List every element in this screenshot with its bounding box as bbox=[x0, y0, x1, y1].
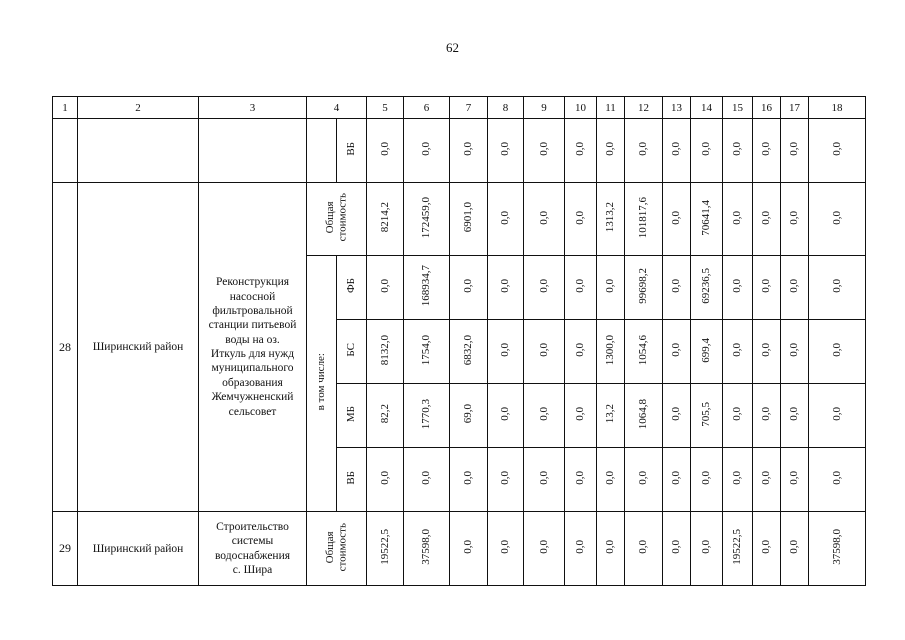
row28-vb-value-12 bbox=[625, 448, 663, 512]
row28-total-value-9-text: 0,0 bbox=[537, 210, 550, 225]
prev-row-value-15-text: 0,0 bbox=[731, 142, 744, 156]
row28-fb-value-5 bbox=[367, 256, 404, 320]
row29-total-value-16 bbox=[753, 512, 781, 586]
row28-bs-value-10 bbox=[565, 320, 597, 384]
row28-bs-value-11-text: 1300,0 bbox=[604, 334, 617, 366]
row28-vb-value-14 bbox=[691, 448, 723, 512]
row29-total-value-7 bbox=[450, 512, 488, 586]
row28-mb-value-15-text: 0,0 bbox=[731, 407, 744, 421]
row28-mb-value-12 bbox=[625, 384, 663, 448]
prev-row-value-13-text: 0,0 bbox=[670, 142, 683, 156]
funding-label-mb bbox=[337, 384, 367, 448]
total-cost-label-text: Общая стоимость bbox=[323, 522, 349, 572]
prev-row-value-6-text: 0,0 bbox=[420, 142, 433, 156]
row28-fb-value-10-text: 0,0 bbox=[574, 279, 587, 293]
row29-total-value-5 bbox=[367, 512, 404, 586]
row28-fb-value-11-text: 0,0 bbox=[604, 279, 617, 293]
row28-mb-value-11-text: 13,2 bbox=[604, 404, 617, 424]
prev-row-value-11 bbox=[597, 119, 625, 183]
project-name bbox=[199, 183, 307, 512]
project-line: воды на оз. bbox=[225, 333, 280, 346]
funding-label-vb-text: ВБ bbox=[345, 471, 358, 485]
row29-total-value-9-text: 0,0 bbox=[537, 540, 550, 554]
row29-total-value-16-text: 0,0 bbox=[760, 540, 773, 554]
row29-total-value-18-text: 37598,0 bbox=[830, 529, 843, 565]
in-total-label-text: в том числе: bbox=[315, 353, 328, 411]
district-name: Ширинский район bbox=[78, 512, 199, 586]
column-header-14: 14 bbox=[691, 97, 723, 119]
column-header-3: 3 bbox=[199, 97, 307, 119]
row29-total-value-13 bbox=[663, 512, 691, 586]
column-header-11: 11 bbox=[597, 97, 625, 119]
row28-total-value-17-text: 0,0 bbox=[788, 210, 801, 225]
row28-bs-value-12-text: 1054,6 bbox=[637, 334, 650, 366]
project-line: Иткуль для нужд bbox=[210, 348, 295, 360]
row28-fb-value-17-text: 0,0 bbox=[788, 279, 801, 293]
header-row bbox=[53, 97, 866, 119]
row28-bs-value-8-text: 0,0 bbox=[499, 343, 512, 357]
row28-total-value-17 bbox=[781, 183, 809, 256]
row28-total-value-13 bbox=[663, 183, 691, 256]
row28-fb-value-11 bbox=[597, 256, 625, 320]
row28-bs-value-6-text: 1754,0 bbox=[420, 334, 433, 366]
row28-vb-value-17-text: 0,0 bbox=[788, 471, 801, 485]
row28-mb-value-5-text: 82,2 bbox=[378, 404, 391, 424]
row28-bs-value-10-text: 0,0 bbox=[574, 343, 587, 357]
row29-total-value-11 bbox=[597, 512, 625, 586]
prev-row-value-8 bbox=[488, 119, 524, 183]
row28-bs-value-16 bbox=[753, 320, 781, 384]
row28-bs-value-7-text: 6832,0 bbox=[462, 334, 475, 366]
row28-bs-value-5-text: 8132,0 bbox=[378, 334, 391, 366]
row28-bs-value-18-text: 0,0 bbox=[830, 343, 843, 357]
row28-total-value-7-text: 6901,0 bbox=[462, 202, 475, 233]
row28-total-value-5 bbox=[367, 183, 404, 256]
row28-total-value-18 bbox=[809, 183, 866, 256]
row28-total-value-13-text: 0,0 bbox=[670, 210, 683, 225]
project-line: образования bbox=[222, 376, 283, 389]
column-header-1: 1 bbox=[53, 97, 78, 119]
row28-bs-value-7 bbox=[450, 320, 488, 384]
row29-total-value-8-text: 0,0 bbox=[499, 540, 512, 554]
row28-total-value-15-text: 0,0 bbox=[731, 210, 744, 225]
row29-total-value-14-text: 0,0 bbox=[700, 540, 713, 554]
row28-total-value-11 bbox=[597, 183, 625, 256]
column-header-10: 10 bbox=[565, 97, 597, 119]
row28-bs-value-6 bbox=[404, 320, 450, 384]
total-cost-label bbox=[307, 512, 367, 586]
row28-mb-value-17-text: 0,0 bbox=[788, 407, 801, 421]
funding-label-bs bbox=[337, 320, 367, 384]
prev-row-value-11-text: 0,0 bbox=[604, 142, 617, 156]
row29-total-value-14 bbox=[691, 512, 723, 586]
prev-row-value-16 bbox=[753, 119, 781, 183]
prev-row-value-13 bbox=[663, 119, 691, 183]
prev-row-value-7 bbox=[450, 119, 488, 183]
column-header-15: 15 bbox=[723, 97, 753, 119]
funding-label-bs-text: БС bbox=[345, 343, 358, 357]
row29-total-value-9 bbox=[524, 512, 565, 586]
row28-mb-value-13 bbox=[663, 384, 691, 448]
row29-total-value-5-text: 19522,5 bbox=[378, 529, 391, 565]
column-header-18: 18 bbox=[809, 97, 866, 119]
row29-total-value-10-text: 0,0 bbox=[574, 540, 587, 554]
row28-vb-value-10 bbox=[565, 448, 597, 512]
row28-mb-value-17 bbox=[781, 384, 809, 448]
row28-vb-value-7-text: 0,0 bbox=[462, 471, 475, 485]
row29-total-value-8 bbox=[488, 512, 524, 586]
column-header-7: 7 bbox=[450, 97, 488, 119]
row29-total-value-15-text: 19522,5 bbox=[731, 529, 744, 565]
project-line: станции питьевой bbox=[208, 319, 297, 332]
prev-row-label-text: ВБ bbox=[345, 142, 358, 156]
row28-total-value-11-text: 1313,2 bbox=[604, 202, 617, 233]
row28-vb-value-12-text: 0,0 bbox=[637, 471, 650, 485]
prev-row-value-7-text: 0,0 bbox=[462, 142, 475, 156]
row29-total-value-13-text: 0,0 bbox=[670, 540, 683, 554]
row28-fb-value-13 bbox=[663, 256, 691, 320]
row28-total-value-18-text: 0,0 bbox=[830, 210, 843, 225]
row28-total-value-15 bbox=[723, 183, 753, 256]
project-name bbox=[199, 512, 307, 586]
row28-fb-value-15-text: 0,0 bbox=[731, 279, 744, 293]
column-header-12: 12 bbox=[625, 97, 663, 119]
row28-vb-value-6-text: 0,0 bbox=[420, 471, 433, 485]
prev-row-value-9 bbox=[524, 119, 565, 183]
prev-row-value-8-text: 0,0 bbox=[499, 142, 512, 156]
column-header-13: 13 bbox=[663, 97, 691, 119]
row28-vb-value-6 bbox=[404, 448, 450, 512]
row28-total-value-6 bbox=[404, 183, 450, 256]
project-line: муниципального bbox=[211, 362, 294, 375]
prev-row-value-12-text: 0,0 bbox=[637, 142, 650, 156]
row28-mb-value-13-text: 0,0 bbox=[670, 407, 683, 421]
row28-fb-value-18 bbox=[809, 256, 866, 320]
project-line: системы bbox=[231, 535, 274, 548]
row-number: 29 bbox=[53, 512, 78, 586]
row28-mb-value-16-text: 0,0 bbox=[760, 407, 773, 421]
row28-fb-value-16 bbox=[753, 256, 781, 320]
funding-label-mb-text: МБ bbox=[345, 405, 358, 423]
row28-bs-value-5 bbox=[367, 320, 404, 384]
row28-mb-value-8-text: 0,0 bbox=[499, 407, 512, 421]
prev-row-value-17-text: 0,0 bbox=[788, 142, 801, 156]
prev-row-value-9-text: 0,0 bbox=[537, 142, 550, 156]
row28-bs-value-15 bbox=[723, 320, 753, 384]
row28-vb-value-8-text: 0,0 bbox=[499, 471, 512, 485]
row28-vb-value-15 bbox=[723, 448, 753, 512]
prev-row-value-15 bbox=[723, 119, 753, 183]
row28-fb-value-12-text: 99698,2 bbox=[637, 268, 650, 304]
row28-fb-value-17 bbox=[781, 256, 809, 320]
row28-vb-value-9 bbox=[524, 448, 565, 512]
row28-bs-value-13 bbox=[663, 320, 691, 384]
row28-vb-value-11 bbox=[597, 448, 625, 512]
funding-label-fb bbox=[337, 256, 367, 320]
project-line: водоснабжения bbox=[214, 549, 291, 562]
row28-vb-value-5-text: 0,0 bbox=[378, 471, 391, 485]
row28-fb-value-6-text: 168934,7 bbox=[420, 265, 433, 307]
row28-fb-value-13-text: 0,0 bbox=[670, 279, 683, 293]
project-line: сельсовет bbox=[228, 405, 277, 418]
row28-fb-value-7-text: 0,0 bbox=[462, 279, 475, 293]
row28-mb-value-7-text: 69,0 bbox=[462, 404, 475, 424]
row28-vb-value-15-text: 0,0 bbox=[731, 471, 744, 485]
row28-vb-value-18 bbox=[809, 448, 866, 512]
in-total-label bbox=[307, 256, 337, 512]
row28-vb-value-13 bbox=[663, 448, 691, 512]
prev-row-project bbox=[199, 119, 307, 183]
prev-row-label bbox=[337, 119, 367, 183]
total-cost-label bbox=[307, 183, 367, 256]
funding-label-vb bbox=[337, 448, 367, 512]
row28-mb-value-18 bbox=[809, 384, 866, 448]
row28-total-value-10 bbox=[565, 183, 597, 256]
row28-total-value-9 bbox=[524, 183, 565, 256]
row28-mb-value-8 bbox=[488, 384, 524, 448]
project-line: Строительство bbox=[216, 520, 289, 533]
row28-fb-value-18-text: 0,0 bbox=[830, 279, 843, 293]
page-number: 62 bbox=[446, 40, 459, 55]
prev-row-value-10-text: 0,0 bbox=[574, 142, 587, 156]
budget-table bbox=[52, 96, 866, 586]
row28-mb-value-10 bbox=[565, 384, 597, 448]
row28-fb-value-9 bbox=[524, 256, 565, 320]
row29-total-value-15 bbox=[723, 512, 753, 586]
project-line: насосной bbox=[229, 290, 276, 303]
row28-bs-value-8 bbox=[488, 320, 524, 384]
row28-total-value-14-text: 70641,4 bbox=[700, 199, 713, 236]
column-header-2: 2 bbox=[78, 97, 199, 119]
row28-vb-value-16 bbox=[753, 448, 781, 512]
row28-mb-value-6-text: 1770,3 bbox=[420, 398, 433, 430]
row28-bs-value-12 bbox=[625, 320, 663, 384]
row28-mb-value-11 bbox=[597, 384, 625, 448]
row28-fb-value-8 bbox=[488, 256, 524, 320]
prev-row-value-10 bbox=[565, 119, 597, 183]
row28-bs-value-17 bbox=[781, 320, 809, 384]
row-number: 28 bbox=[53, 183, 78, 512]
row28-bs-value-14 bbox=[691, 320, 723, 384]
row28-vb-value-8 bbox=[488, 448, 524, 512]
row28-fb-value-16-text: 0,0 bbox=[760, 279, 773, 293]
row28-vb-value-9-text: 0,0 bbox=[537, 471, 550, 485]
row28-vb-value-5 bbox=[367, 448, 404, 512]
row28-bs-value-18 bbox=[809, 320, 866, 384]
row28-fb-value-14-text: 69236,5 bbox=[700, 268, 713, 304]
row28-fb-value-9-text: 0,0 bbox=[537, 279, 550, 293]
prev-row-value-17 bbox=[781, 119, 809, 183]
row28-total-value-12-text: 101817,6 bbox=[637, 196, 650, 239]
row28-bs-value-13-text: 0,0 bbox=[670, 343, 683, 357]
table-row bbox=[53, 512, 866, 586]
row28-total-value-5-text: 8214,2 bbox=[378, 202, 391, 233]
prev-row-blank bbox=[307, 119, 337, 183]
row28-bs-value-9-text: 0,0 bbox=[537, 343, 550, 357]
row28-mb-value-5 bbox=[367, 384, 404, 448]
row28-bs-value-15-text: 0,0 bbox=[731, 343, 744, 357]
prev-row-value-5 bbox=[367, 119, 404, 183]
prev-row-value-14 bbox=[691, 119, 723, 183]
column-header-8: 8 bbox=[488, 97, 524, 119]
row28-fb-value-14 bbox=[691, 256, 723, 320]
row28-mb-value-10-text: 0,0 bbox=[574, 407, 587, 421]
row28-total-value-8-text: 0,0 bbox=[499, 210, 512, 225]
row28-fb-value-10 bbox=[565, 256, 597, 320]
row28-fb-value-15 bbox=[723, 256, 753, 320]
row28-vb-value-18-text: 0,0 bbox=[830, 471, 843, 485]
row29-total-value-11-text: 0,0 bbox=[604, 540, 617, 554]
row28-mb-value-12-text: 1064,8 bbox=[637, 398, 650, 430]
row28-mb-value-16 bbox=[753, 384, 781, 448]
row28-vb-value-13-text: 0,0 bbox=[670, 471, 683, 485]
row28-mb-value-9-text: 0,0 bbox=[537, 407, 550, 421]
project-line: с. Шира bbox=[232, 563, 273, 576]
column-header-17: 17 bbox=[781, 97, 809, 119]
column-header-6: 6 bbox=[404, 97, 450, 119]
prev-row-district bbox=[78, 119, 199, 183]
row28-fb-value-12 bbox=[625, 256, 663, 320]
row28-bs-value-11 bbox=[597, 320, 625, 384]
project-line: фильтровальной bbox=[212, 304, 293, 317]
row28-mb-value-6 bbox=[404, 384, 450, 448]
column-header-9: 9 bbox=[524, 97, 565, 119]
table-row bbox=[53, 119, 866, 183]
row29-total-value-6 bbox=[404, 512, 450, 586]
prev-row-value-18 bbox=[809, 119, 866, 183]
project-line: Реконструкция bbox=[215, 276, 290, 289]
row28-total-value-6-text: 172459,0 bbox=[420, 196, 433, 239]
row28-total-value-16-text: 0,0 bbox=[760, 210, 773, 225]
prev-row-value-18-text: 0,0 bbox=[830, 142, 843, 156]
column-header-16: 16 bbox=[753, 97, 781, 119]
row28-fb-value-8-text: 0,0 bbox=[499, 279, 512, 293]
project-line: Жемчужненский bbox=[211, 391, 294, 404]
prev-row-value-5-text: 0,0 bbox=[378, 142, 391, 156]
row28-total-value-7 bbox=[450, 183, 488, 256]
column-header-4: 4 bbox=[307, 97, 367, 119]
prev-row-value-12 bbox=[625, 119, 663, 183]
prev-row-value-16-text: 0,0 bbox=[760, 142, 773, 156]
row28-vb-value-17 bbox=[781, 448, 809, 512]
row28-mb-value-14-text: 705,5 bbox=[700, 401, 713, 427]
row29-total-value-12 bbox=[625, 512, 663, 586]
row28-fb-value-7 bbox=[450, 256, 488, 320]
row28-fb-value-5-text: 0,0 bbox=[378, 279, 391, 293]
row29-total-value-10 bbox=[565, 512, 597, 586]
row28-total-value-14 bbox=[691, 183, 723, 256]
row28-vb-value-14-text: 0,0 bbox=[700, 471, 713, 485]
row28-vb-value-11-text: 0,0 bbox=[604, 471, 617, 485]
row28-mb-value-15 bbox=[723, 384, 753, 448]
table-row bbox=[53, 183, 866, 256]
row29-total-value-17 bbox=[781, 512, 809, 586]
prev-row-value-6 bbox=[404, 119, 450, 183]
total-cost-label-text: Общая стоимость bbox=[323, 193, 349, 242]
row28-bs-value-14-text: 699,4 bbox=[700, 337, 713, 363]
funding-label-fb-text: ФБ bbox=[345, 278, 358, 294]
row28-bs-value-9 bbox=[524, 320, 565, 384]
row28-mb-value-7 bbox=[450, 384, 488, 448]
row28-total-value-12 bbox=[625, 183, 663, 256]
row28-vb-value-10-text: 0,0 bbox=[574, 471, 587, 485]
row28-vb-value-7 bbox=[450, 448, 488, 512]
row28-mb-value-14 bbox=[691, 384, 723, 448]
row28-total-value-8 bbox=[488, 183, 524, 256]
row28-mb-value-18-text: 0,0 bbox=[830, 407, 843, 421]
row28-bs-value-16-text: 0,0 bbox=[760, 343, 773, 357]
prev-row-num bbox=[53, 119, 78, 183]
row28-total-value-10-text: 0,0 bbox=[574, 210, 587, 225]
prev-row-value-14-text: 0,0 bbox=[700, 142, 713, 156]
row28-total-value-16 bbox=[753, 183, 781, 256]
row29-total-value-18 bbox=[809, 512, 866, 586]
district-name: Ширинский район bbox=[78, 183, 199, 512]
row28-fb-value-6 bbox=[404, 256, 450, 320]
column-header-5: 5 bbox=[367, 97, 404, 119]
row28-bs-value-17-text: 0,0 bbox=[788, 343, 801, 357]
row29-total-value-17-text: 0,0 bbox=[788, 540, 801, 554]
row29-total-value-6-text: 37598,0 bbox=[420, 529, 433, 565]
row28-vb-value-16-text: 0,0 bbox=[760, 471, 773, 485]
row29-total-value-7-text: 0,0 bbox=[462, 540, 475, 554]
row29-total-value-12-text: 0,0 bbox=[637, 540, 650, 554]
row28-mb-value-9 bbox=[524, 384, 565, 448]
